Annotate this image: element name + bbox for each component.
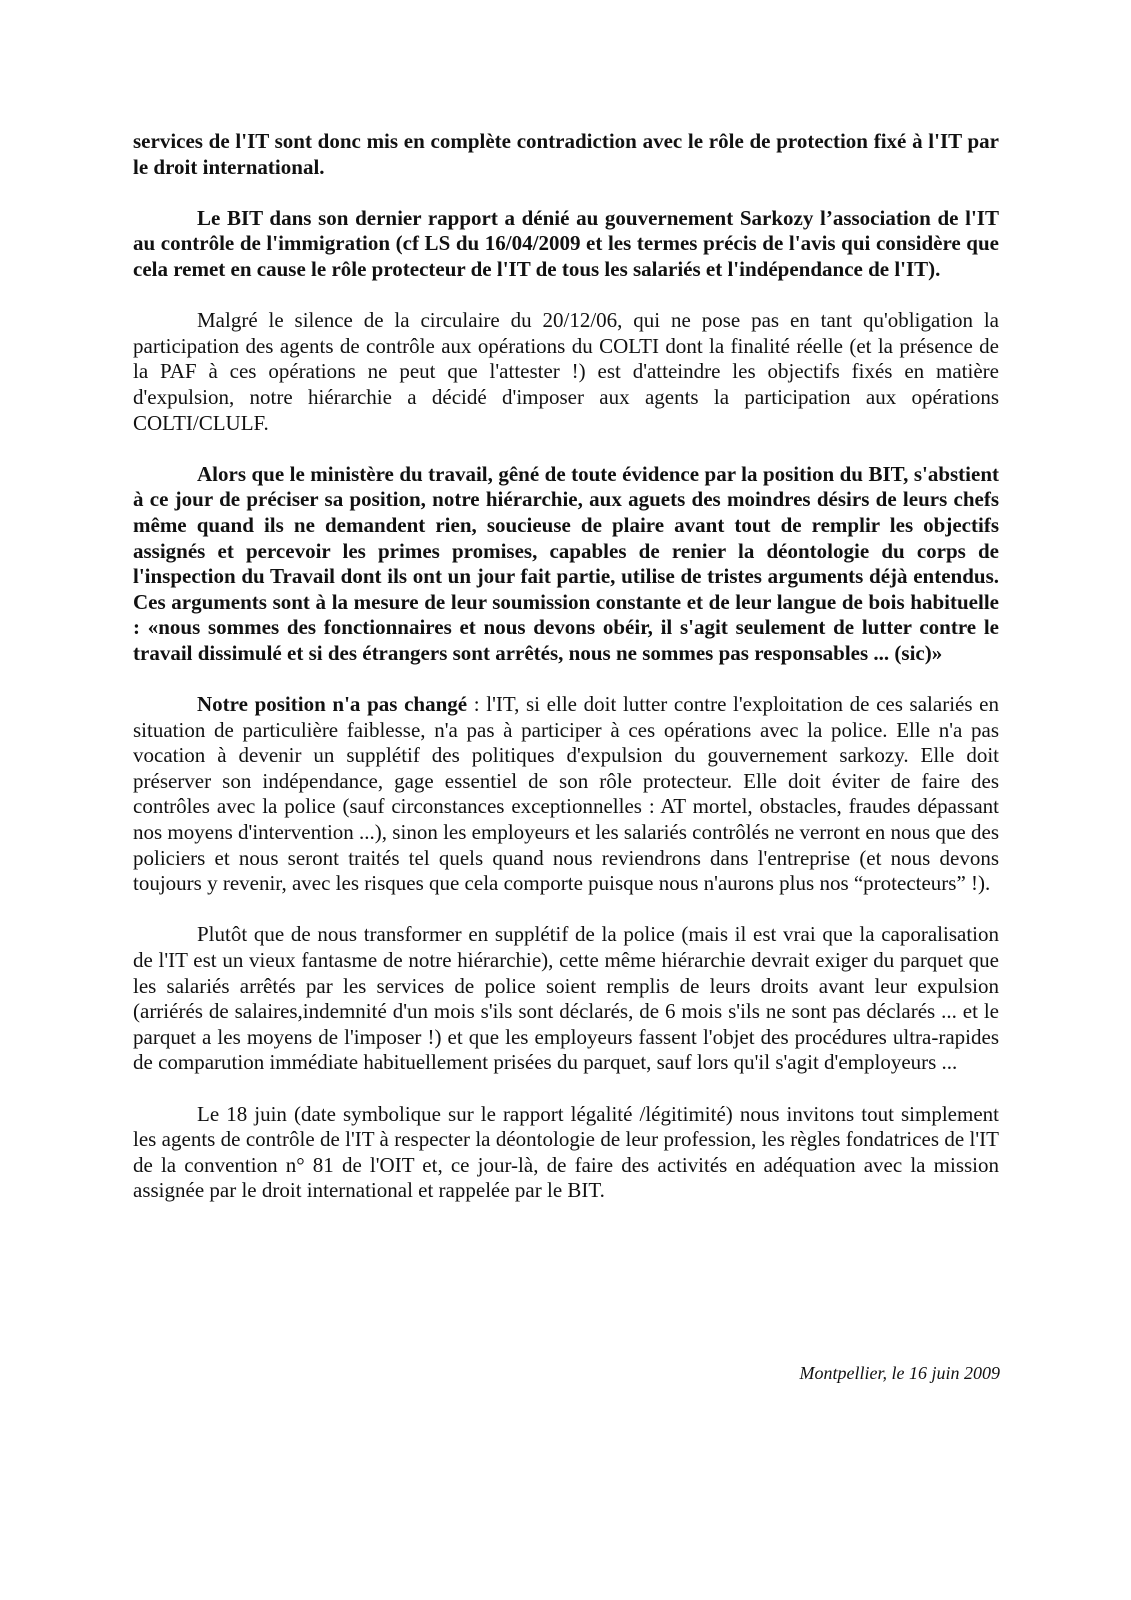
paragraph-position-lead: Notre position n'a pas changé <box>197 692 468 717</box>
paragraph-position <box>133 692 999 897</box>
document-body <box>133 129 999 1230</box>
paragraph-contradiction: services de l'IT sont donc mis en complète contradiction avec le rôle de protection fixé à l'IT par le droit international. <box>133 129 999 179</box>
paragraph-position-text: : l'IT, si elle doit lutter contre l'exploitation de ces salariés en situation de particulière faiblesse, n'a pas à participer à ces opérations avec la police. Elle n'a pas vocation à devenir un supplétif des politiques d'expulsion du gouvernement sarkozy. Elle doit préserver son indépendance, gage essentiel de son rôle protecteur. Elle doit éviter de faire des contrôles avec la police (sauf circonstances exceptionnelles : AT mortel, obstacles, fraudes dépassant nos moyens d'intervention ...), sinon les employeurs et les salariés contrôlés ne verront en nous que des policiers et nous seront traités tel quels quand nous reviendrons dans l'entreprise (et nous devons toujours y revenir, avec les risques que cela comporte puisque nous n'aurons plus nos “protecteurs” !). <box>133 692 999 896</box>
paragraph-18-juin: Le 18 juin (date symbolique sur le rapport légalité /légitimité) nous invitons tout simplement les agents de contrôle de l'IT à respecter la déontologie de leur profession, les règles fondatrices de l'IT de la convention n° 81 de l'OIT et, ce jour-là, de faire des activités en adéquation avec la mission assignée par le droit international et rappelée par le BIT. <box>133 1101 999 1203</box>
signature-place-date: Montpellier, le 16 juin 2009 <box>799 1363 1000 1383</box>
paragraph-ministere: Alors que le ministère du travail, gêné de toute évidence par la position du BIT, s'abstient à ce jour de préciser sa position, notre hiérarchie, aux aguets des moindres désirs de leurs chefs même quand ils ne demandent rien, soucieuse de plaire avant tout de remplir les objectifs assignés et percevoir les primes promises, capables de renier la déontologie du corps de l'inspection du Travail dont ils ont un jour fait partie, utilise de tristes arguments déjà entendus. Ces arguments sont à la mesure de leur soumission constante et de leur langue de bois habituelle : «nous sommes des fonctionnaires et nous devons obéir, il s'agit seulement de lutter contre le travail dissimulé et si des étrangers sont arrêtés, nous ne sommes pas responsables ... (sic)» <box>133 461 999 665</box>
paragraph-bit-report: Le BIT dans son dernier rapport a dénié au gouvernement Sarkozy l’association de l'IT au contrôle de l'immigration (cf LS du 16/04/2009 et les termes précis de l'avis qui considère que cela remet en cause le rôle protecteur de l'IT de tous les salariés et l'indépendance de l'IT). <box>133 205 999 281</box>
paragraph-circulaire: Malgré le silence de la circulaire du 20/12/06, qui ne pose pas en tant qu'obligation la participation des agents de contrôle aux opérations du COLTI dont la finalité réelle (et la présence de la PAF à ces opérations ne peut que l'attester !) est d'atteindre les objectifs fixés en matière d'expulsion, notre hiérarchie a décidé d'imposer aux agents la participation aux opérations COLTI/CLULF. <box>133 308 999 435</box>
paragraph-suppletif: Plutôt que de nous transformer en supplétif de la police (mais il est vrai que la caporalisation de l'IT est un vieux fantasme de notre hiérarchie), cette même hiérarchie devrait exiger du parquet que les salariés arrêtés par les services de police soient remplis de leurs droits avant leur expulsion (arriérés de salaires,indemnité d'un mois s'ils sont déclarés, de 6 mois s'ils ne sont pas déclarés ... et le parquet a les moyens de l'imposer !) et que les employeurs fassent l'objet des procédures ultra-rapides de comparution immédiate habituellement prisées du parquet, sauf lors qu'il s'agit d'employeurs ... <box>133 922 999 1075</box>
